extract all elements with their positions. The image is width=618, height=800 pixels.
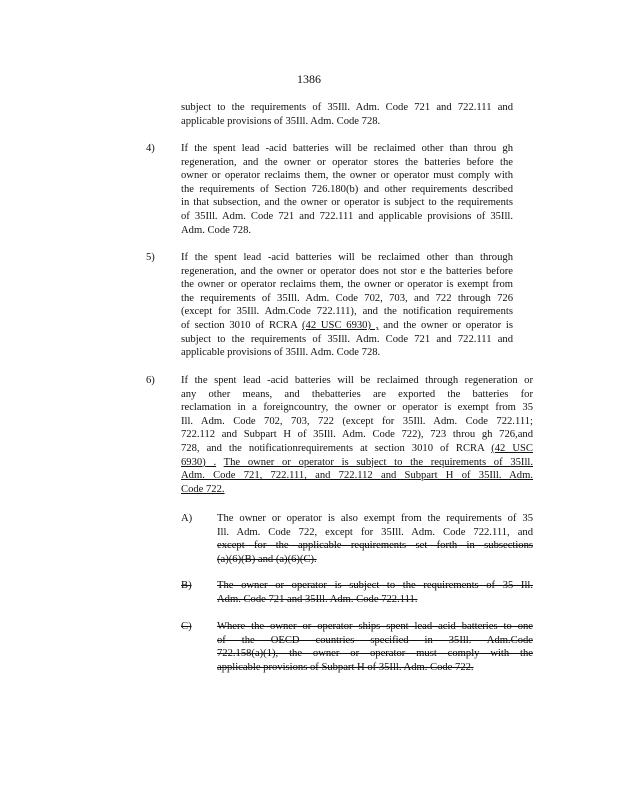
deleted-text-line: Where the owner or operator ships spent lead acid batteries to one [217, 621, 533, 632]
text-line [181, 319, 513, 333]
rcra-citation: (42 USC 6930) , [302, 319, 379, 331]
item-5-label: 5) [146, 252, 155, 263]
intro-paragraph [181, 101, 513, 128]
text-line: the owner or operator reclaims them, the owner or operator is exempt from [181, 279, 513, 291]
sub-a-label: A) [181, 513, 193, 524]
text-line: of 35Ill. Adm. Code 721 and 722.111 and applicable provisions of 35Ill. [181, 210, 513, 222]
item-4-label: 4) [146, 143, 155, 154]
text-line [181, 442, 533, 456]
deleted-text-line: of the OECD countries specified in 35Ill. Adm.Code [217, 634, 533, 646]
text-line [181, 483, 533, 497]
inserted-text-line: Adm. Code 721, 722.111, and 722.112 and Subpart H of 35Ill. Adm. [181, 470, 533, 482]
sub-a-paragraph [217, 512, 533, 566]
inserted-text: The owner or operator is subject to the requirements of 35Ill. [223, 456, 533, 468]
text-run: and the owner or operator is [383, 319, 513, 331]
text-line: Ill. Adm. Code 722, except for 35Ill. Adm. Code 722.111, and [217, 526, 533, 538]
text-line: applicable provisions of 35Ill. Adm. Code 728. [181, 115, 381, 127]
text-line: the requirements of Section 726.180(b) and other requirements described [181, 183, 513, 195]
item-4-paragraph [181, 142, 513, 237]
text-line: regeneration, and the owner or operator does not stor e the batteries before [181, 265, 513, 277]
text-run: of section 3010 of RCRA [181, 319, 298, 331]
text-line: any other means, and thebatteries are exported the batteries for [181, 388, 533, 400]
sub-c-label: C) [181, 621, 192, 632]
sub-b-paragraph [217, 579, 533, 606]
text-line: owner or operator reclaims them, the owner or operator must comply with [181, 170, 513, 182]
text-line: regeneration, and the owner or operator stores the batteries before the [181, 156, 513, 168]
deleted-text-line: Adm. Code 721 and 35Ill. Adm. Code 722.111. [217, 593, 418, 605]
deleted-text-line: (a)(6)(B) and (a)(6)(C). [217, 553, 317, 565]
text-line: The owner or operator is also exempt from the requirements of 35 [217, 513, 533, 524]
deleted-text-line: The owner or operator is subject to the requirements of 35 Ill. [217, 580, 533, 591]
deleted-text-line: 722.158(a)(1), the owner or operator must comply with the [217, 648, 533, 660]
sub-b-label: B) [181, 580, 192, 591]
sub-c-paragraph [217, 620, 533, 674]
text-line: subject to the requirements of 35Ill. Adm. Code 721 and 722.111 and [181, 102, 513, 113]
deleted-text-line: applicable provisions of Subpart H of 35Ill. Adm. Code 722. [217, 661, 474, 673]
rcra-citation: 6930) . [181, 456, 217, 468]
text-run: 728, and the notificationrequirements at section 3010 of RCRA [181, 442, 485, 454]
text-line: subject to the requirements of 35Ill. Adm. Code 721 and 722.111 and [181, 333, 513, 345]
text-line: Adm. Code 728. [181, 224, 252, 236]
text-line: in that subsection, and the owner or operator is subject to the requirements [181, 197, 513, 209]
text-line: (except for 35Ill. Adm.Code 722.111), and the notification requirements [181, 306, 513, 318]
text-line: If the spent lead -acid batteries will be reclaimed through regeneration or [181, 375, 533, 386]
text-line: 722.112 and Subpart H of 35Ill. Adm. Code 722), 723 throu gh 726,and [181, 429, 533, 441]
rcra-citation: (42 USC [491, 442, 533, 454]
page-number: 1386 [297, 72, 321, 86]
text-line: Ill. Adm. Code 702, 703, 722 (except for 35Ill. Adm. Code 722.111; [181, 415, 533, 427]
item-6-paragraph [181, 374, 533, 496]
deleted-text-line: except for the applicable requirements set forth in subsections [217, 540, 533, 552]
text-line: If the spent lead -acid batteries will be reclaimed other than through [181, 252, 513, 263]
item-5-paragraph [181, 251, 513, 360]
text-line: reclamation in a foreigncountry, the owner or operator is exempt from 35 [181, 402, 533, 414]
text-line: If the spent lead -acid batteries will be reclaimed other than throu gh [181, 143, 513, 154]
text-line: the requirements of 35Ill. Adm. Code 702, 703, and 722 through 726 [181, 292, 513, 304]
text-line: applicable provisions of 35Ill. Adm. Code 728. [181, 347, 381, 359]
inserted-text: Code 722. [181, 483, 225, 495]
item-6-label: 6) [146, 375, 155, 386]
text-line [181, 456, 533, 470]
